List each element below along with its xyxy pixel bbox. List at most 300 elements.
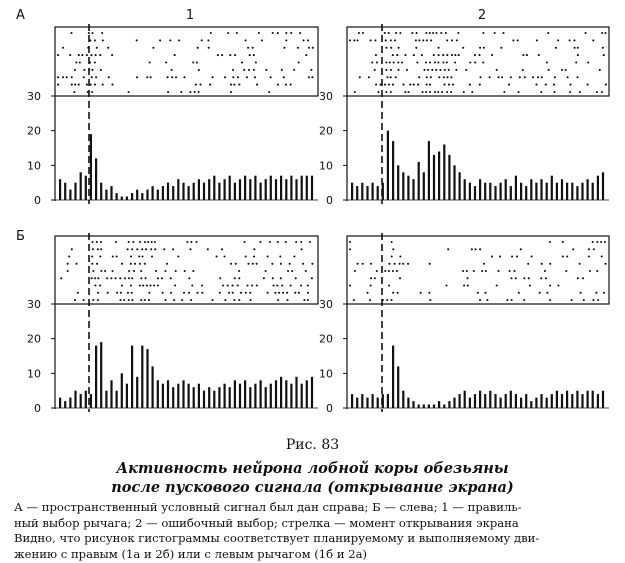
spike-dot: [429, 299, 431, 301]
spike-dot: [415, 47, 417, 49]
spike-dot: [281, 69, 283, 71]
spike-dot: [496, 284, 498, 286]
spike-dot: [395, 32, 397, 34]
spike-dot: [597, 299, 599, 301]
histogram-bar: [448, 155, 450, 200]
spike-dot: [177, 255, 179, 257]
spike-dot: [396, 54, 398, 56]
spike-dot: [174, 284, 176, 286]
spike-dot: [150, 76, 152, 78]
histogram-bar: [505, 179, 507, 200]
spike-dot: [241, 61, 243, 63]
spike-dot: [301, 248, 303, 250]
spike-dot: [448, 69, 450, 71]
spike-dot: [298, 61, 300, 63]
histogram-bar: [146, 349, 148, 408]
histogram-bar: [566, 183, 568, 200]
histogram-bar: [198, 179, 200, 200]
spike-dot: [201, 39, 203, 41]
spike-dot: [500, 47, 502, 49]
spike-dot: [86, 54, 88, 56]
spike-dot: [101, 32, 103, 34]
spike-dot: [450, 76, 452, 78]
spike-dot: [561, 69, 563, 71]
spike-dot: [451, 54, 453, 56]
spike-dot: [549, 299, 551, 301]
spike-dot: [454, 54, 456, 56]
spike-dot: [573, 39, 575, 41]
histogram-bar: [515, 176, 517, 200]
histogram-bar: [546, 398, 548, 408]
spike-dot: [285, 32, 287, 34]
spike-dot: [60, 277, 62, 279]
spike-dot: [91, 255, 93, 257]
histogram-bar: [172, 387, 174, 408]
spike-dot: [553, 91, 555, 93]
spike-dot: [90, 84, 92, 86]
spike-dot: [401, 61, 403, 63]
histogram-bar: [152, 366, 154, 408]
histogram-bar: [85, 176, 87, 200]
spike-dot: [164, 299, 166, 301]
spike-dot: [151, 241, 153, 243]
spike-dot: [259, 241, 261, 243]
histogram-bar: [459, 172, 461, 200]
spike-dot: [280, 277, 282, 279]
histogram-panel-4: [319, 233, 609, 415]
histogram-bar: [295, 179, 297, 200]
spike-dot: [404, 54, 406, 56]
spike-dot: [290, 284, 292, 286]
histogram-bar: [566, 391, 568, 408]
spike-dot: [474, 248, 476, 250]
histogram-bar: [254, 176, 256, 200]
spike-dot: [358, 32, 360, 34]
spike-dot: [386, 76, 388, 78]
spike-dot: [547, 32, 549, 34]
spike-dot: [370, 277, 372, 279]
spike-dot: [246, 284, 248, 286]
histogram-bar: [229, 387, 231, 408]
spike-dot: [589, 270, 591, 272]
spike-dot: [497, 270, 499, 272]
histogram-bar: [136, 377, 138, 408]
spike-dot: [110, 277, 112, 279]
spike-dot: [604, 241, 606, 243]
histogram-bar: [208, 179, 210, 200]
spike-dot: [119, 277, 121, 279]
spike-dot: [95, 54, 97, 56]
histogram-bar: [162, 186, 164, 200]
spike-dot: [349, 284, 351, 286]
spike-dot: [138, 255, 140, 257]
histogram-bar: [74, 391, 76, 408]
histogram-bar: [361, 183, 363, 200]
histogram-bar: [525, 394, 527, 408]
spike-dot: [463, 284, 465, 286]
spike-dot: [455, 69, 457, 71]
spike-dot: [223, 255, 225, 257]
spike-dot: [370, 263, 372, 265]
spike-dot: [227, 284, 229, 286]
spike-dot: [253, 255, 255, 257]
histogram-bar: [387, 131, 389, 200]
histogram-bar: [121, 373, 123, 408]
spike-dot: [522, 54, 524, 56]
spike-dot: [145, 277, 147, 279]
spike-dot: [438, 76, 440, 78]
spike-dot: [79, 61, 81, 63]
spike-dot: [134, 263, 136, 265]
spike-dot: [97, 299, 99, 301]
spike-dot: [354, 270, 356, 272]
spike-dot: [392, 270, 394, 272]
spike-dot: [157, 277, 159, 279]
raster-box: [55, 27, 318, 96]
spike-dot: [377, 91, 379, 93]
histogram-bar: [428, 141, 430, 200]
spike-dot: [518, 292, 520, 294]
spike-dot: [462, 270, 464, 272]
spike-dot: [447, 248, 449, 250]
spike-dot: [426, 84, 428, 86]
spike-dot: [421, 91, 423, 93]
spike-dot: [279, 255, 281, 257]
spike-dot: [295, 241, 297, 243]
spike-dot: [263, 277, 265, 279]
histogram-bar: [602, 172, 604, 200]
spike-dot: [184, 270, 186, 272]
y-tick-label: 10: [27, 159, 41, 173]
spike-dot: [384, 32, 386, 34]
spike-dot: [247, 47, 249, 49]
spike-dot: [90, 54, 92, 56]
spike-dot: [445, 284, 447, 286]
spike-dot: [83, 299, 85, 301]
spike-dot: [201, 284, 203, 286]
spike-dot: [469, 61, 471, 63]
y-tick-label: 20: [27, 332, 41, 346]
spike-dot: [311, 76, 313, 78]
spike-dot: [57, 84, 59, 86]
raster-dots: [60, 241, 313, 301]
spike-dot: [390, 91, 392, 93]
spike-dot: [74, 69, 76, 71]
spike-dot: [430, 39, 432, 41]
spike-dot: [132, 241, 134, 243]
spike-dot: [235, 263, 237, 265]
spike-dot: [540, 91, 542, 93]
histogram-bar: [530, 401, 532, 408]
histogram-bar: [515, 394, 517, 408]
spike-dot: [362, 263, 364, 265]
histogram-bar: [285, 179, 287, 200]
spike-dot: [300, 241, 302, 243]
spike-dot: [491, 255, 493, 257]
spike-dot: [99, 54, 101, 56]
histogram-bar: [157, 190, 159, 200]
spike-dot: [554, 76, 556, 78]
spike-dot: [565, 270, 567, 272]
spike-dot: [97, 292, 99, 294]
histogram-bar: [418, 405, 420, 409]
spike-dot: [549, 241, 551, 243]
histogram-bar: [116, 391, 118, 408]
histogram-bar: [377, 398, 379, 408]
histogram-bar: [260, 183, 262, 200]
spike-dot: [254, 76, 256, 78]
spike-dot: [465, 69, 467, 71]
histogram-bar: [265, 387, 267, 408]
spike-dot: [602, 47, 604, 49]
spike-dot: [238, 270, 240, 272]
histogram-bar: [244, 176, 246, 200]
spike-dot: [144, 241, 146, 243]
histogram-bar: [141, 193, 143, 200]
spike-dot: [418, 76, 420, 78]
spike-dot: [175, 270, 177, 272]
histogram-bar: [90, 134, 92, 200]
spike-dot: [83, 69, 85, 71]
spike-dot: [247, 263, 249, 265]
spike-dot: [482, 32, 484, 34]
spike-dot: [233, 299, 235, 301]
spike-dot: [307, 299, 309, 301]
spike-dot: [526, 54, 528, 56]
spike-dot: [310, 69, 312, 71]
spike-dot: [442, 54, 444, 56]
spike-dot: [198, 69, 200, 71]
histogram-bar: [110, 186, 112, 200]
histogram-panel-2: [319, 24, 609, 207]
histogram-bar: [469, 398, 471, 408]
spike-dot: [75, 263, 77, 265]
spike-dot: [230, 84, 232, 86]
spike-dot: [437, 61, 439, 63]
spike-dot: [519, 76, 521, 78]
histogram-bar: [571, 183, 573, 200]
spike-dot: [392, 292, 394, 294]
spike-dot: [183, 76, 185, 78]
histogram-bar: [602, 391, 604, 408]
spike-dot: [253, 69, 255, 71]
spike-dot: [136, 76, 138, 78]
spike-dot: [473, 270, 475, 272]
histogram-bar: [581, 394, 583, 408]
spike-dot: [406, 69, 408, 71]
spike-dot: [429, 61, 431, 63]
spike-dot: [479, 84, 481, 86]
spike-dot: [592, 299, 594, 301]
spike-dot: [207, 39, 209, 41]
spike-dot: [74, 299, 76, 301]
spike-dot: [127, 292, 129, 294]
spike-dot: [167, 91, 169, 93]
spike-dot: [471, 248, 473, 250]
spike-dot: [603, 54, 605, 56]
spike-dot: [462, 47, 464, 49]
spike-dot: [375, 54, 377, 56]
spike-dot: [376, 61, 378, 63]
spike-dot: [388, 284, 390, 286]
spike-dot: [353, 39, 355, 41]
spike-dot: [94, 39, 96, 41]
histogram-bar: [105, 391, 107, 408]
spike-dot: [404, 91, 406, 93]
spike-dot: [77, 292, 79, 294]
spike-dot: [88, 32, 90, 34]
histogram-bar: [280, 176, 282, 200]
spike-dot: [194, 91, 196, 93]
spike-dot: [162, 292, 164, 294]
spike-dot: [585, 32, 587, 34]
spike-dot: [452, 84, 454, 86]
spike-dot: [437, 91, 439, 93]
spike-dot: [511, 299, 513, 301]
histogram-bar: [433, 155, 435, 200]
spike-dot: [599, 69, 601, 71]
spike-dot: [399, 32, 401, 34]
spike-dot: [151, 255, 153, 257]
spike-dot: [120, 292, 122, 294]
spike-dot: [359, 76, 361, 78]
spike-dot: [513, 270, 515, 272]
spike-dot: [349, 39, 351, 41]
spike-dot: [451, 39, 453, 41]
spike-dot: [417, 84, 419, 86]
spike-dot: [195, 241, 197, 243]
spike-dot: [429, 32, 431, 34]
spike-dot: [569, 84, 571, 86]
spike-dot: [562, 255, 564, 257]
spike-dot: [217, 54, 219, 56]
histogram-bar: [239, 384, 241, 408]
spike-dot: [123, 299, 125, 301]
spike-dot: [308, 47, 310, 49]
histogram-bar: [587, 179, 589, 200]
spike-dot: [99, 284, 101, 286]
histogram-bar: [402, 172, 404, 200]
histogram-bar: [428, 405, 430, 409]
histogram-bar: [244, 380, 246, 408]
histogram-bar: [418, 162, 420, 200]
spike-dot: [397, 69, 399, 71]
spike-dot: [121, 284, 123, 286]
spike-dot: [402, 84, 404, 86]
spike-dot: [362, 32, 364, 34]
histogram-bar: [571, 394, 573, 408]
histogram-bar: [74, 183, 76, 200]
spike-dot: [73, 91, 75, 93]
spike-dot: [429, 91, 431, 93]
spike-dot: [238, 84, 240, 86]
spike-dot: [596, 241, 598, 243]
spike-dot: [485, 270, 487, 272]
y-tick-label: 30: [319, 298, 333, 311]
spike-dot: [297, 47, 299, 49]
spike-dot: [569, 91, 571, 93]
spike-dot: [67, 270, 69, 272]
histogram-bar: [438, 152, 440, 201]
histogram-bar: [392, 141, 394, 200]
y-tick-label: 0: [34, 402, 41, 415]
spike-dot: [139, 263, 141, 265]
raster-dots: [57, 32, 314, 93]
raster-dots: [349, 32, 607, 93]
spike-dot: [434, 91, 436, 93]
spike-dot: [535, 84, 537, 86]
histogram-bar: [372, 183, 374, 200]
spike-dot: [148, 292, 150, 294]
spike-dot: [546, 61, 548, 63]
spike-dot: [596, 91, 598, 93]
spike-dot: [294, 292, 296, 294]
spike-dot: [402, 263, 404, 265]
spike-dot: [128, 299, 130, 301]
spike-dot: [57, 54, 59, 56]
histogram-bars: [351, 131, 604, 200]
histogram-bar: [110, 380, 112, 408]
spike-dot: [189, 248, 191, 250]
spike-dot: [422, 39, 424, 41]
spike-dot: [541, 263, 543, 265]
spike-dot: [190, 299, 192, 301]
histogram-bar: [356, 186, 358, 200]
spike-dot: [463, 91, 465, 93]
spike-dot: [91, 69, 93, 71]
histogram-bar: [372, 394, 374, 408]
spike-dot: [446, 54, 448, 56]
histogram-bar: [234, 183, 236, 200]
histogram-bar: [494, 186, 496, 200]
histogram-bar: [546, 183, 548, 200]
spike-dot: [546, 292, 548, 294]
spike-dot: [154, 241, 156, 243]
histogram-bar: [136, 190, 138, 200]
spike-dot: [100, 270, 102, 272]
spike-dot: [357, 263, 359, 265]
spike-dot: [232, 76, 234, 78]
spike-dot: [106, 277, 108, 279]
spike-dot: [397, 292, 399, 294]
spike-dot: [100, 248, 102, 250]
spike-dot: [271, 263, 273, 265]
spike-dot: [283, 76, 285, 78]
spike-dot: [512, 39, 514, 41]
spike-dot: [252, 47, 254, 49]
spike-dot: [248, 69, 250, 71]
spike-dot: [186, 241, 188, 243]
spike-dot: [466, 270, 468, 272]
spike-dot: [210, 32, 212, 34]
spike-dot: [238, 299, 240, 301]
spike-dot: [249, 292, 251, 294]
spike-dot: [457, 32, 459, 34]
spike-dot: [522, 69, 524, 71]
histogram-bar: [290, 384, 292, 408]
spike-dot: [256, 84, 258, 86]
histogram-bar: [366, 186, 368, 200]
spike-dot: [249, 54, 251, 56]
spike-dot: [180, 91, 182, 93]
histogram-bar: [377, 186, 379, 200]
spike-dot: [131, 277, 133, 279]
spike-dot: [68, 255, 70, 257]
spike-dot: [384, 84, 386, 86]
y-tick-label: 0: [326, 194, 333, 207]
histogram-bar: [489, 183, 491, 200]
spike-dot: [477, 292, 479, 294]
